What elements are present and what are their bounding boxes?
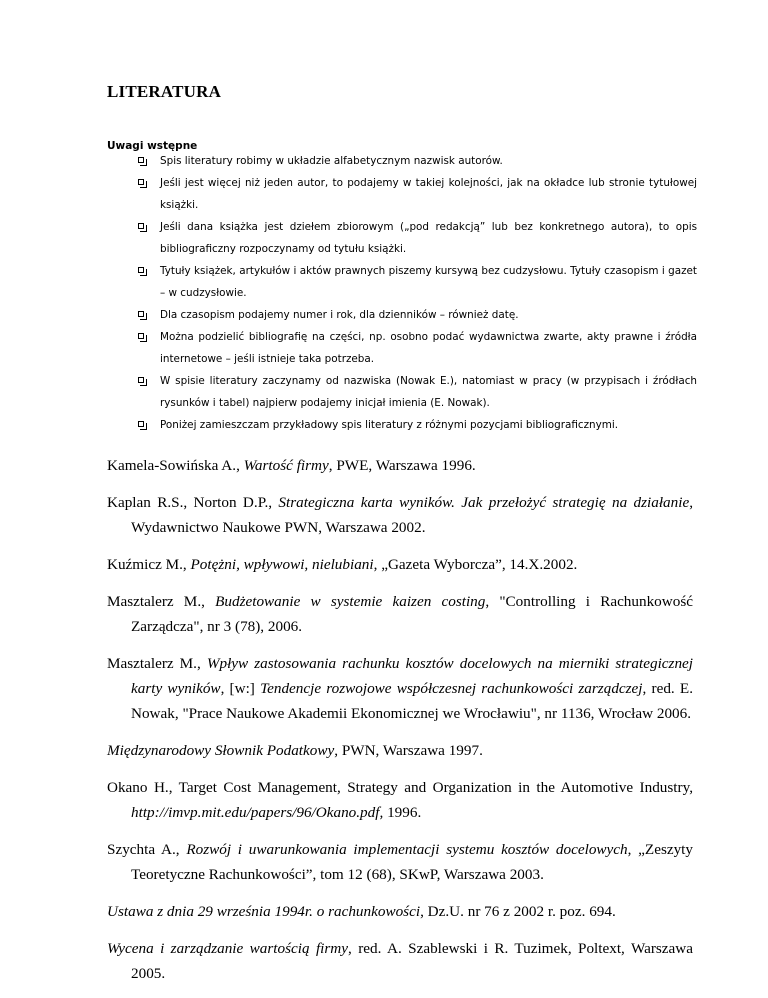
- notes-heading: Uwagi wstępne: [107, 140, 198, 152]
- reference-item: Masztalerz M., Budżetowanie w systemie kaizen costing, "Controlling i Rachunkowość Zarządcza", nr 3 (78), 2006.: [107, 593, 693, 635]
- checkbox-bullet-icon: [138, 179, 144, 185]
- list-item: Tytuły książek, artykułów i aktów prawnych piszemy kursywą bez cudzysłowu. Tytuły czasopism i gazet – w cudzysłowie.: [0, 260, 697, 304]
- reference-item: Okano H., Target Cost Management, Strategy and Organization in the Automotive Industry, http://imvp.mit.edu/papers/96/Okano.pdf, 1996.: [107, 779, 693, 821]
- reference-link: http://imvp.mit.edu/papers/96/Okano.pdf,: [131, 804, 384, 821]
- checkbox-bullet-icon: [138, 377, 144, 383]
- checkbox-bullet-icon: [138, 157, 144, 163]
- checkbox-bullet-icon: [138, 333, 144, 339]
- list-item: Spis literatury robimy w układzie alfabetycznym nazwisk autorów.: [0, 150, 697, 172]
- reference-item: Kaplan R.S., Norton D.P., Strategiczna karta wyników. Jak przełożyć strategię na działanie, Wydawnictwo Naukowe PWN, Warszawa 2002.: [107, 494, 693, 536]
- reference-item: Międzynarodowy Słownik Podatkowy, PWN, Warszawa 1997.: [107, 742, 483, 759]
- reference-item: Masztalerz M., Wpływ zastosowania rachunku kosztów docelowych na mierniki strategicznej karty wyników, [w:] Tendencje rozwojowe współczesnej rachunkowości zarządczej, red. E. Nowak, "Prace Naukowe Akademii Ekonomicznej we Wrocławiu", nr 1136, Wrocław 2006.: [107, 655, 694, 722]
- reference-item: Kuźmicz M., Potężni, wpływowi, nielubiani, „Gazeta Wyborcza”, 14.X.2002.: [107, 556, 578, 573]
- list-item: Można podzielić bibliografię na części, np. osobno podać wydawnictwa zwarte, akty prawne i źródła internetowe – jeśli istnieje taka potrzeba.: [0, 326, 697, 370]
- reference-item: Wycena i zarządzanie wartością firmy, red. A. Szablewski i R. Tuzimek, Poltext, Warszawa 2005.: [107, 940, 693, 982]
- list-item: Jeśli dana książka jest dziełem zbiorowym („pod redakcją” lub bez konkretnego autora), to opis bibliograficzny rozpoczynamy od tytułu książki.: [0, 216, 697, 260]
- list-item: W spisie literatury zaczynamy od nazwiska (Nowak E.), natomiast w pracy (w przypisach i źródłach rysunków i tabel) najpierw podajemy inicjał imienia (E. Nowak).: [0, 370, 697, 414]
- page-title: LITERATURA: [107, 82, 222, 101]
- reference-item: Szychta A., Rozwój i uwarunkowania implementacji systemu kosztów docelowych, „Zeszyty Teoretyczne Rachunkowości”, tom 12 (68), SKwP, Warszawa 2003.: [107, 841, 693, 883]
- reference-item: Kamela-Sowińska A., Wartość firmy, PWE, Warszawa 1996.: [107, 457, 476, 474]
- list-item: Dla czasopism podajemy numer i rok, dla dzienników – również datę.: [0, 304, 697, 326]
- checkbox-bullet-icon: [138, 311, 144, 317]
- list-item: Poniżej zamieszczam przykładowy spis literatury z różnymi pozycjami bibliograficznymi.: [0, 414, 697, 436]
- checkbox-bullet-icon: [138, 421, 144, 427]
- reference-item: Ustawa z dnia 29 września 1994r. o rachunkowości, Dz.U. nr 76 z 2002 r. poz. 694.: [107, 903, 616, 920]
- checkbox-bullet-icon: [138, 267, 144, 273]
- checkbox-bullet-icon: [138, 223, 144, 229]
- references-list: [107, 453, 693, 998]
- notes-list: [0, 150, 768, 436]
- list-item: Jeśli jest więcej niż jeden autor, to podajemy w takiej kolejności, jak na okładce lub stronie tytułowej książki.: [0, 172, 697, 216]
